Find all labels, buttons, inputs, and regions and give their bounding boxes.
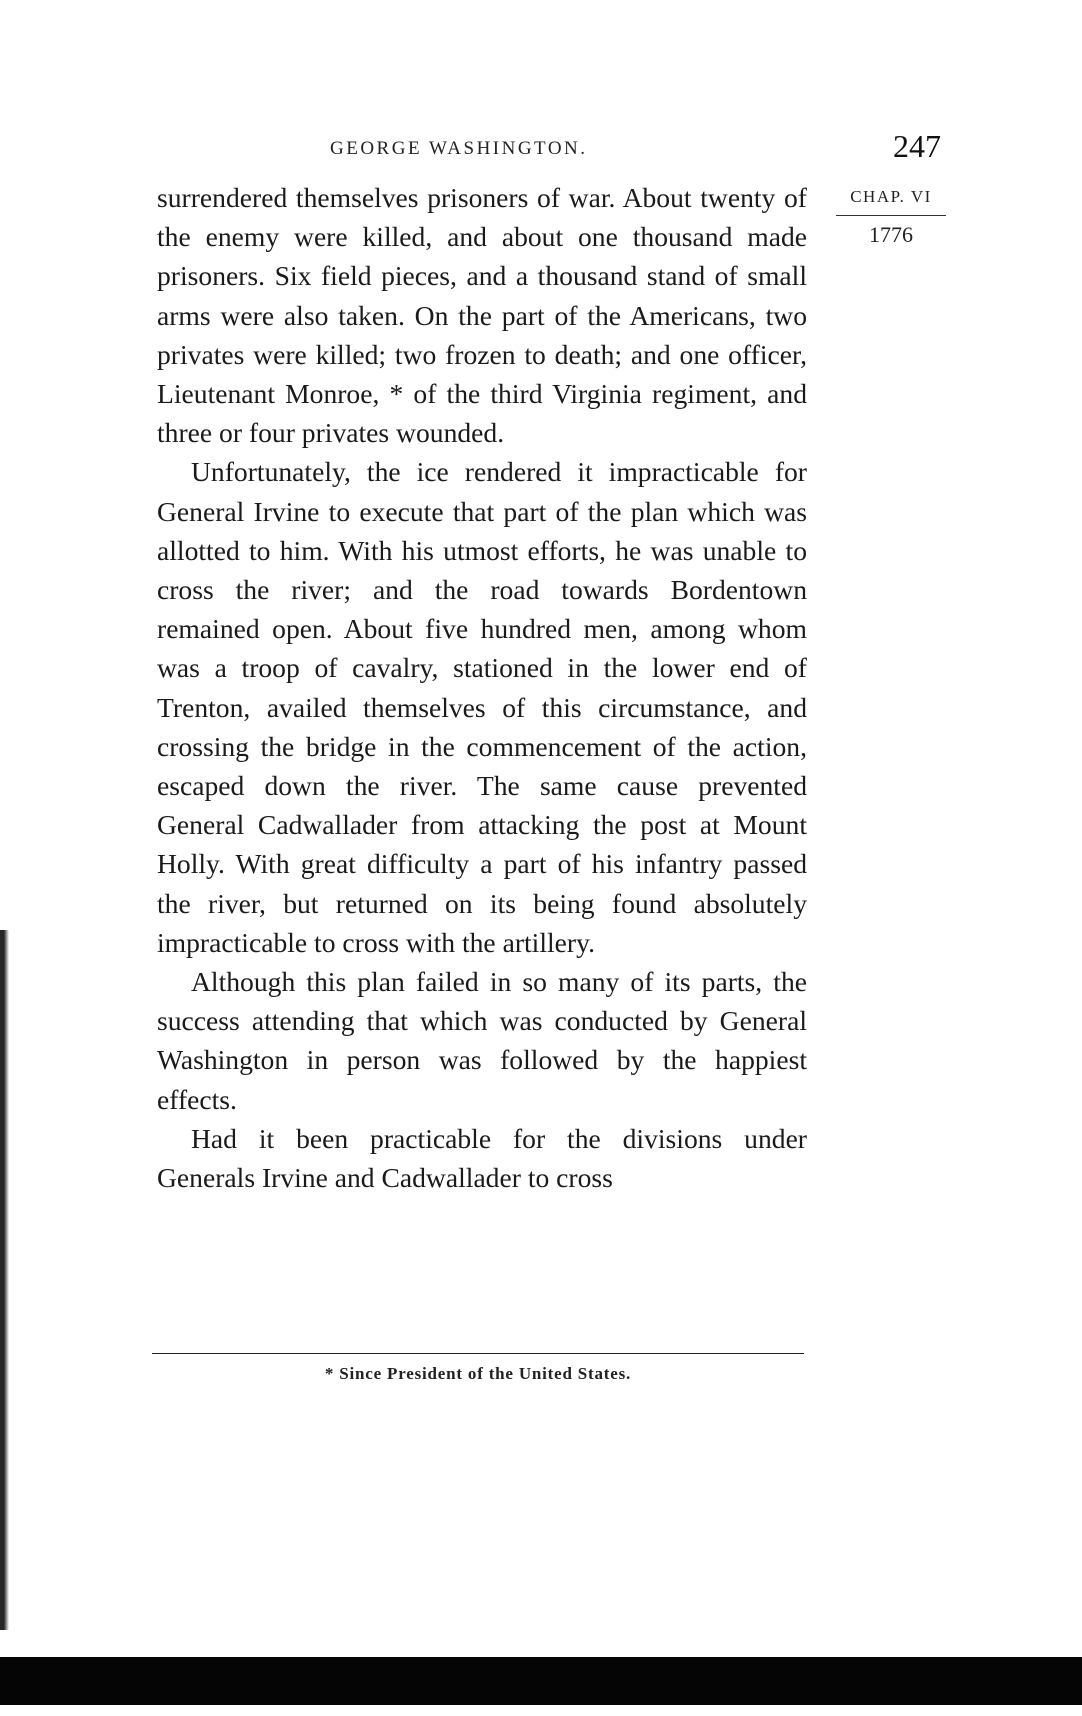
paragraph-3: Although this plan failed in so many of its parts, the success attending that which was conducted by General Washington in person was followed by the happiest effects.: [157, 966, 807, 1115]
running-title: GEORGE WASHINGTON.: [330, 138, 588, 159]
margin-note: [836, 187, 946, 248]
paragraph-2: Unfortunately, the ice rendered it impracticable for General Irvine to execute that part of the plan which was allotted to him. With his utmost efforts, he was unable to cross the river; and the road towards Bordentown remained open. About five hundred men, among whom was a troop of cavalry, stationed in the lower end of Trenton, availed themselves of this circumstance, and crossing the bridge in the commencement of the action, escaped down the river. The same cause prevented General Cadwallader from attacking the post at Mount Holly. With great difficulty a part of his infantry passed the river, but returned on its being found absolutely impracticable to cross with the artillery.: [157, 456, 807, 958]
body-text: [157, 178, 807, 1197]
page-number: 247: [893, 128, 941, 164]
scan-gutter-edge: [0, 930, 12, 1630]
margin-year: 1776: [869, 222, 913, 247]
margin-chapter: CHAP. VI: [836, 187, 946, 216]
footnote: * Since President of the United States.: [324, 1364, 632, 1383]
footnote-rule: [152, 1353, 804, 1354]
paragraph-1: surrendered themselves prisoners of war. About twenty of the enemy were killed, and about one thousand made prisoners. Six field pieces, and a thousand stand of small arms were also taken. On the part of the Americans, two privates were killed; two frozen to death; and one officer, Lieutenant Monroe, * of the third Virginia regiment, and three or four privates wounded.: [157, 182, 807, 449]
paragraph-4: Had it been practicable for the divisions under Generals Irvine and Cadwallader to cross: [157, 1122, 807, 1194]
scan-bottom-edge: [0, 1657, 1082, 1705]
